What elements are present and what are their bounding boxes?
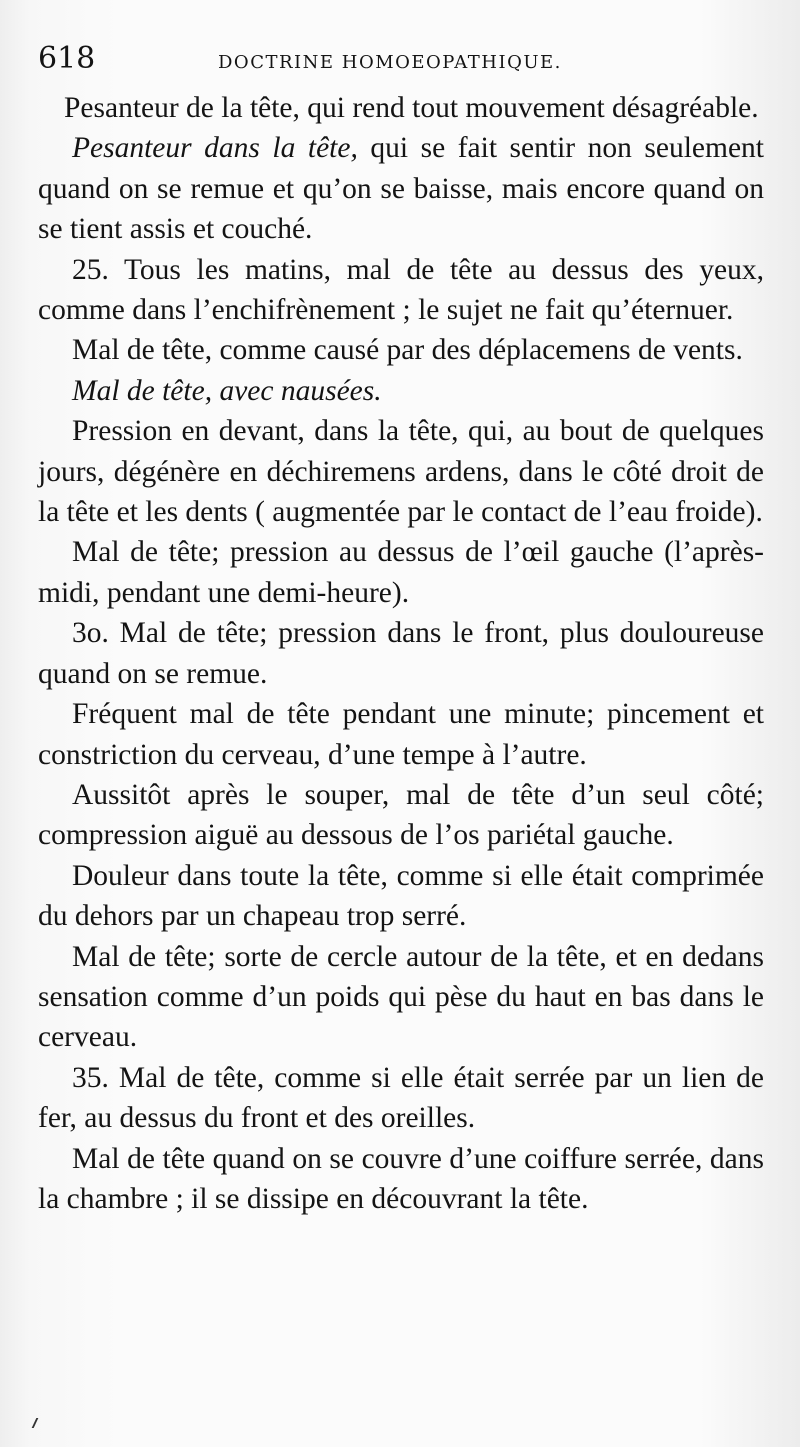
paragraph: [38, 1058, 764, 1139]
paragraph-text: 3o. Mal de tête; pression dans le front, plus douloureuse quand on se remue.: [38, 617, 764, 690]
paragraph: [38, 1139, 764, 1220]
paragraph-text: Mal de tête, comme causé par des déplacemens de vents.: [72, 334, 743, 367]
paragraph-text: Mal de tête; sorte de cercle autour de la tête, et en dedans sensation comme d’un poids qui pèse du haut en bas dans le cerveau.: [38, 940, 764, 1054]
paragraph: [38, 330, 764, 370]
paragraph: [38, 613, 764, 694]
paragraph-text: Mal de tête; pression au dessus de l’œil gauche (l’après-midi, pendant une demi-heure).: [38, 536, 764, 609]
body-text: [38, 88, 764, 1219]
paragraph-text: 25. Tous les matins, mal de tête au dessus des yeux, comme dans l’enchifrènement ; le sujet ne fait qu’éternuer.: [38, 253, 764, 327]
paragraph: [38, 532, 764, 613]
paragraph-text: 35. Mal de tête, comme si elle était serrée par un lien de fer, au dessus du front et des oreilles.: [38, 1061, 764, 1135]
paragraph-text: Mal de tête quand on se couvre d’une coiffure serrée, dans la chambre ; il se dissipe en découvrant la tête.: [38, 1142, 764, 1215]
italic-lead: Mal de tête, avec nausées.: [72, 374, 382, 407]
page-header: [38, 40, 764, 88]
paragraph: [38, 775, 764, 856]
ink-mark: [32, 1418, 45, 1428]
paragraph-text: qui se fait sentir non seulement quand on se remue et qu’on se baisse, mais encore quand on se tient assis et couché.: [38, 132, 764, 246]
paragraph: [38, 694, 764, 775]
paragraph-text: Fréquent mal de tête pendant une minute; pincement et constriction du cerveau, d’une tempe à l’autre.: [38, 698, 764, 771]
paragraph-text: Douleur dans toute la tête, comme si elle était comprimée du dehors par un chapeau trop serré.: [38, 859, 764, 933]
page-number: 618: [38, 41, 96, 76]
paragraph: [38, 88, 764, 128]
paragraph: [38, 856, 764, 937]
paragraph: [38, 250, 764, 331]
paragraph-text: Aussitôt après le souper, mal de tête d’un seul côté; compression aiguë au dessous de l’os pariétal gauche.: [38, 778, 764, 852]
paragraph: [38, 937, 764, 1058]
paragraph: [38, 128, 764, 249]
running-head: DOCTRINE HOMOEOPATHIQUE.: [218, 52, 562, 73]
paragraph: [38, 371, 764, 411]
italic-lead: Pesanteur dans la tête,: [72, 132, 358, 165]
paragraph-text: Pesanteur de la tête, qui rend tout mouvement désagréable.: [64, 92, 759, 124]
paragraph: [38, 411, 764, 532]
paragraph-text: Pression en devant, dans la tête, qui, au bout de quelques jours, dégénère en déchiremens ardens, dans le côté droit de la tête et les dents ( augmentée par le contact de l’eau froide).: [38, 415, 764, 529]
